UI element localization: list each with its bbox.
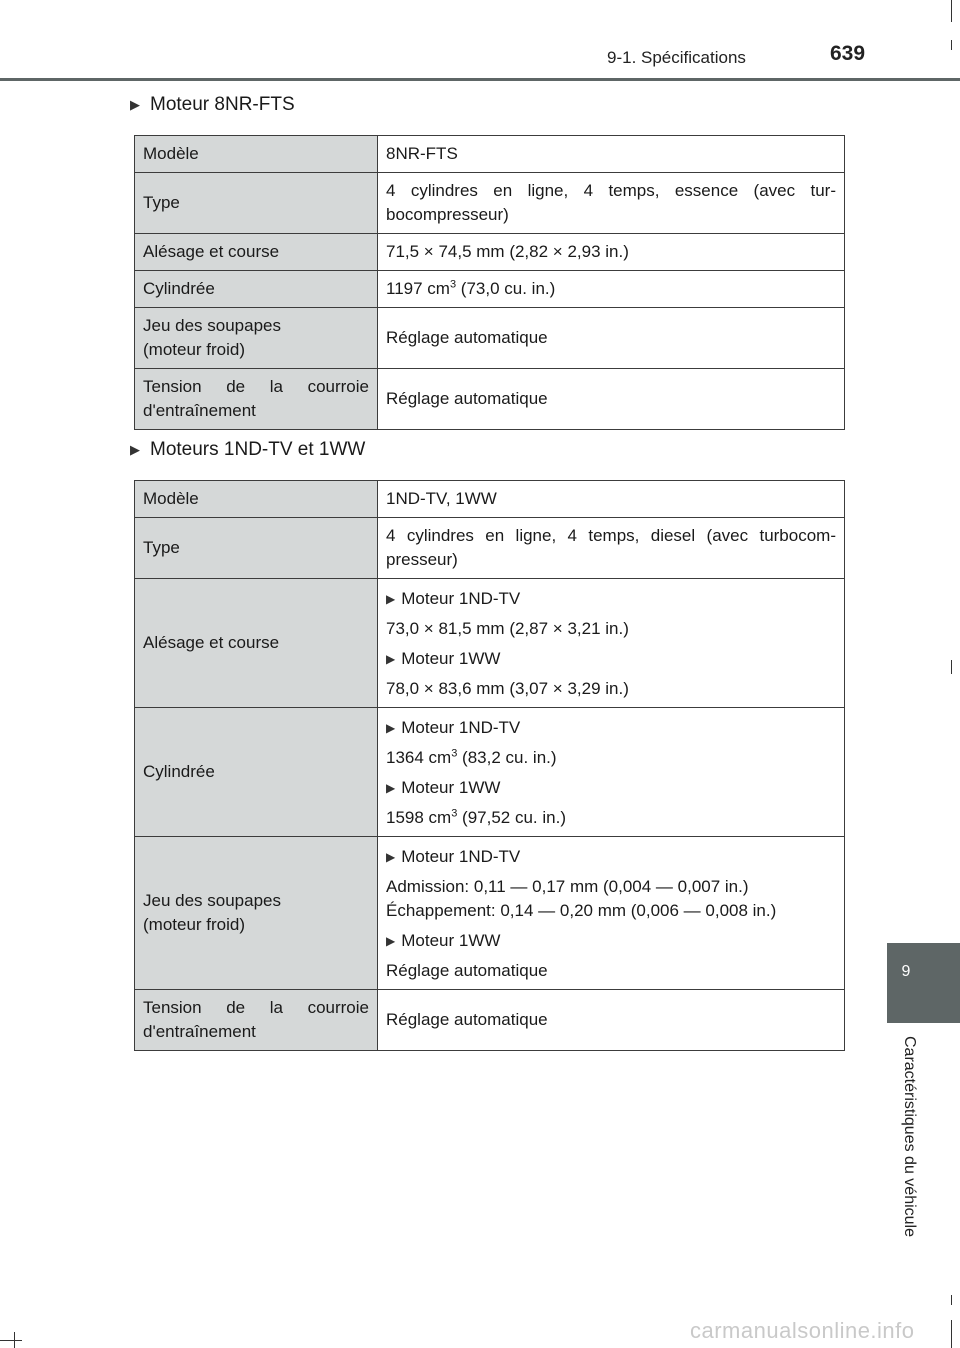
section-title: 9-1. Spécifications: [607, 48, 746, 67]
triangle-right-icon: ▶: [386, 592, 396, 606]
table-row: [135, 579, 845, 708]
row-value: 4 cylindres en ligne, 4 temps, essence (avec tur-bocompresseur): [378, 173, 845, 234]
row-value: [378, 579, 845, 708]
label-line: Tension de la courroie: [143, 377, 369, 396]
triangle-right-icon: ▶: [386, 850, 396, 864]
table-row: [135, 518, 845, 579]
chapter-number: 9: [901, 963, 911, 980]
value-part: 1598 cm: [386, 808, 452, 827]
sub-heading-text: Moteur 1ND-TV: [401, 718, 521, 737]
table-row: [135, 369, 845, 430]
crop-mark: [951, 0, 952, 22]
row-label: Alésage et course: [135, 579, 378, 708]
sub-heading-text: Moteur 1WW: [401, 778, 501, 797]
row-value: [378, 708, 845, 837]
label-line: (moteur froid): [143, 915, 246, 934]
section-heading-1nd-tv-1ww: [130, 439, 365, 461]
table-row: [135, 990, 845, 1051]
table-row: [135, 481, 845, 518]
value-part: (97,52 cu. in.): [457, 808, 566, 827]
table-row: [135, 708, 845, 837]
crop-mark: [951, 1320, 952, 1348]
table-row: [135, 837, 845, 990]
label-line: d'entraînement: [143, 1022, 256, 1041]
page-number: 639: [830, 42, 866, 65]
section-heading-8nr-fts: [130, 94, 295, 116]
row-value: [378, 837, 845, 990]
label-line: (moteur froid): [143, 340, 246, 359]
sub-heading-text: Moteur 1ND-TV: [401, 589, 521, 608]
sub-heading: [386, 845, 836, 869]
table-row: [135, 173, 845, 234]
table-row: [135, 271, 845, 308]
row-value: [378, 271, 845, 308]
value-text: Réglage automatique: [386, 961, 548, 980]
crop-mark: [951, 40, 952, 50]
sub-heading-text: Moteur 1ND-TV: [401, 847, 521, 866]
chapter-tab: [887, 943, 960, 1023]
row-label: [135, 990, 378, 1051]
heading-text: Moteur 8NR-FTS: [150, 94, 295, 115]
value-text: 78,0 × 83,6 mm (3,07 × 3,29 in.): [386, 679, 629, 698]
row-value: 1ND-TV, 1WW: [378, 481, 845, 518]
watermark: carmanualsonline.info: [690, 1318, 915, 1343]
spec-table-1nd-tv-1ww: [134, 480, 845, 1051]
sub-heading: [386, 776, 836, 800]
heading-text: Moteurs 1ND-TV et 1WW: [150, 439, 366, 460]
value-text: [386, 806, 836, 830]
value-text: [386, 746, 836, 770]
triangle-right-icon: ▶: [386, 652, 396, 666]
value-text: (73,0 cu. in.): [456, 279, 556, 298]
triangle-right-icon: ▶: [386, 721, 396, 735]
table-row: [135, 136, 845, 173]
superscript: 3: [449, 278, 457, 291]
sub-heading: [386, 647, 836, 671]
sub-heading: [386, 587, 836, 611]
crop-mark: [951, 660, 952, 674]
superscript: 3: [451, 747, 458, 760]
crop-mark: [0, 1340, 22, 1341]
triangle-right-icon: ▶: [130, 97, 140, 112]
row-value: Réglage automatique: [378, 369, 845, 430]
row-label: Cylindrée: [135, 708, 378, 837]
row-label: Modèle: [135, 136, 378, 173]
crop-mark: [951, 1295, 952, 1305]
label-line: d'entraînement: [143, 401, 256, 420]
triangle-right-icon: ▶: [130, 442, 140, 457]
sub-heading-text: Moteur 1WW: [401, 649, 501, 668]
sub-heading-text: Moteur 1WW: [401, 931, 501, 950]
sub-heading: [386, 716, 836, 740]
row-label: [135, 837, 378, 990]
row-label: Cylindrée: [135, 271, 378, 308]
value-text: Admission: 0,11 — 0,17 mm (0,004 — 0,007 in.): [386, 877, 749, 896]
header-divider: [0, 78, 960, 81]
table-row: [135, 234, 845, 271]
row-value: Réglage automatique: [378, 990, 845, 1051]
value-part: 1364 cm: [386, 748, 452, 767]
label-line: Jeu des soupapes: [143, 316, 281, 335]
value-text: 73,0 × 81,5 mm (2,87 × 3,21 in.): [386, 619, 629, 638]
row-label: [135, 369, 378, 430]
row-value: 4 cylindres en ligne, 4 temps, diesel (avec turbocom-presseur): [378, 518, 845, 579]
crop-mark: [14, 1332, 15, 1348]
row-label: Alésage et course: [135, 234, 378, 271]
triangle-right-icon: ▶: [386, 934, 396, 948]
value-text: Échappement: 0,14 — 0,20 mm (0,006 — 0,008 in.): [386, 901, 777, 920]
table-row: [135, 308, 845, 369]
row-label: Type: [135, 173, 378, 234]
label-line: Jeu des soupapes: [143, 891, 281, 910]
superscript: 3: [451, 807, 458, 820]
chapter-label: Caractéristiques du véhicule: [901, 1036, 918, 1237]
triangle-right-icon: ▶: [386, 781, 396, 795]
spec-table-8nr-fts: [134, 135, 845, 430]
row-value: 71,5 × 74,5 mm (2,82 × 2,93 in.): [378, 234, 845, 271]
row-value: 8NR-FTS: [378, 136, 845, 173]
value-text: 1197 cm: [386, 279, 450, 298]
label-line: Tension de la courroie: [143, 998, 369, 1017]
value-part: (83,2 cu. in.): [457, 748, 557, 767]
row-value: Réglage automatique: [378, 308, 845, 369]
row-label: Type: [135, 518, 378, 579]
row-label: [135, 308, 378, 369]
row-label: Modèle: [135, 481, 378, 518]
sub-heading: [386, 929, 836, 953]
